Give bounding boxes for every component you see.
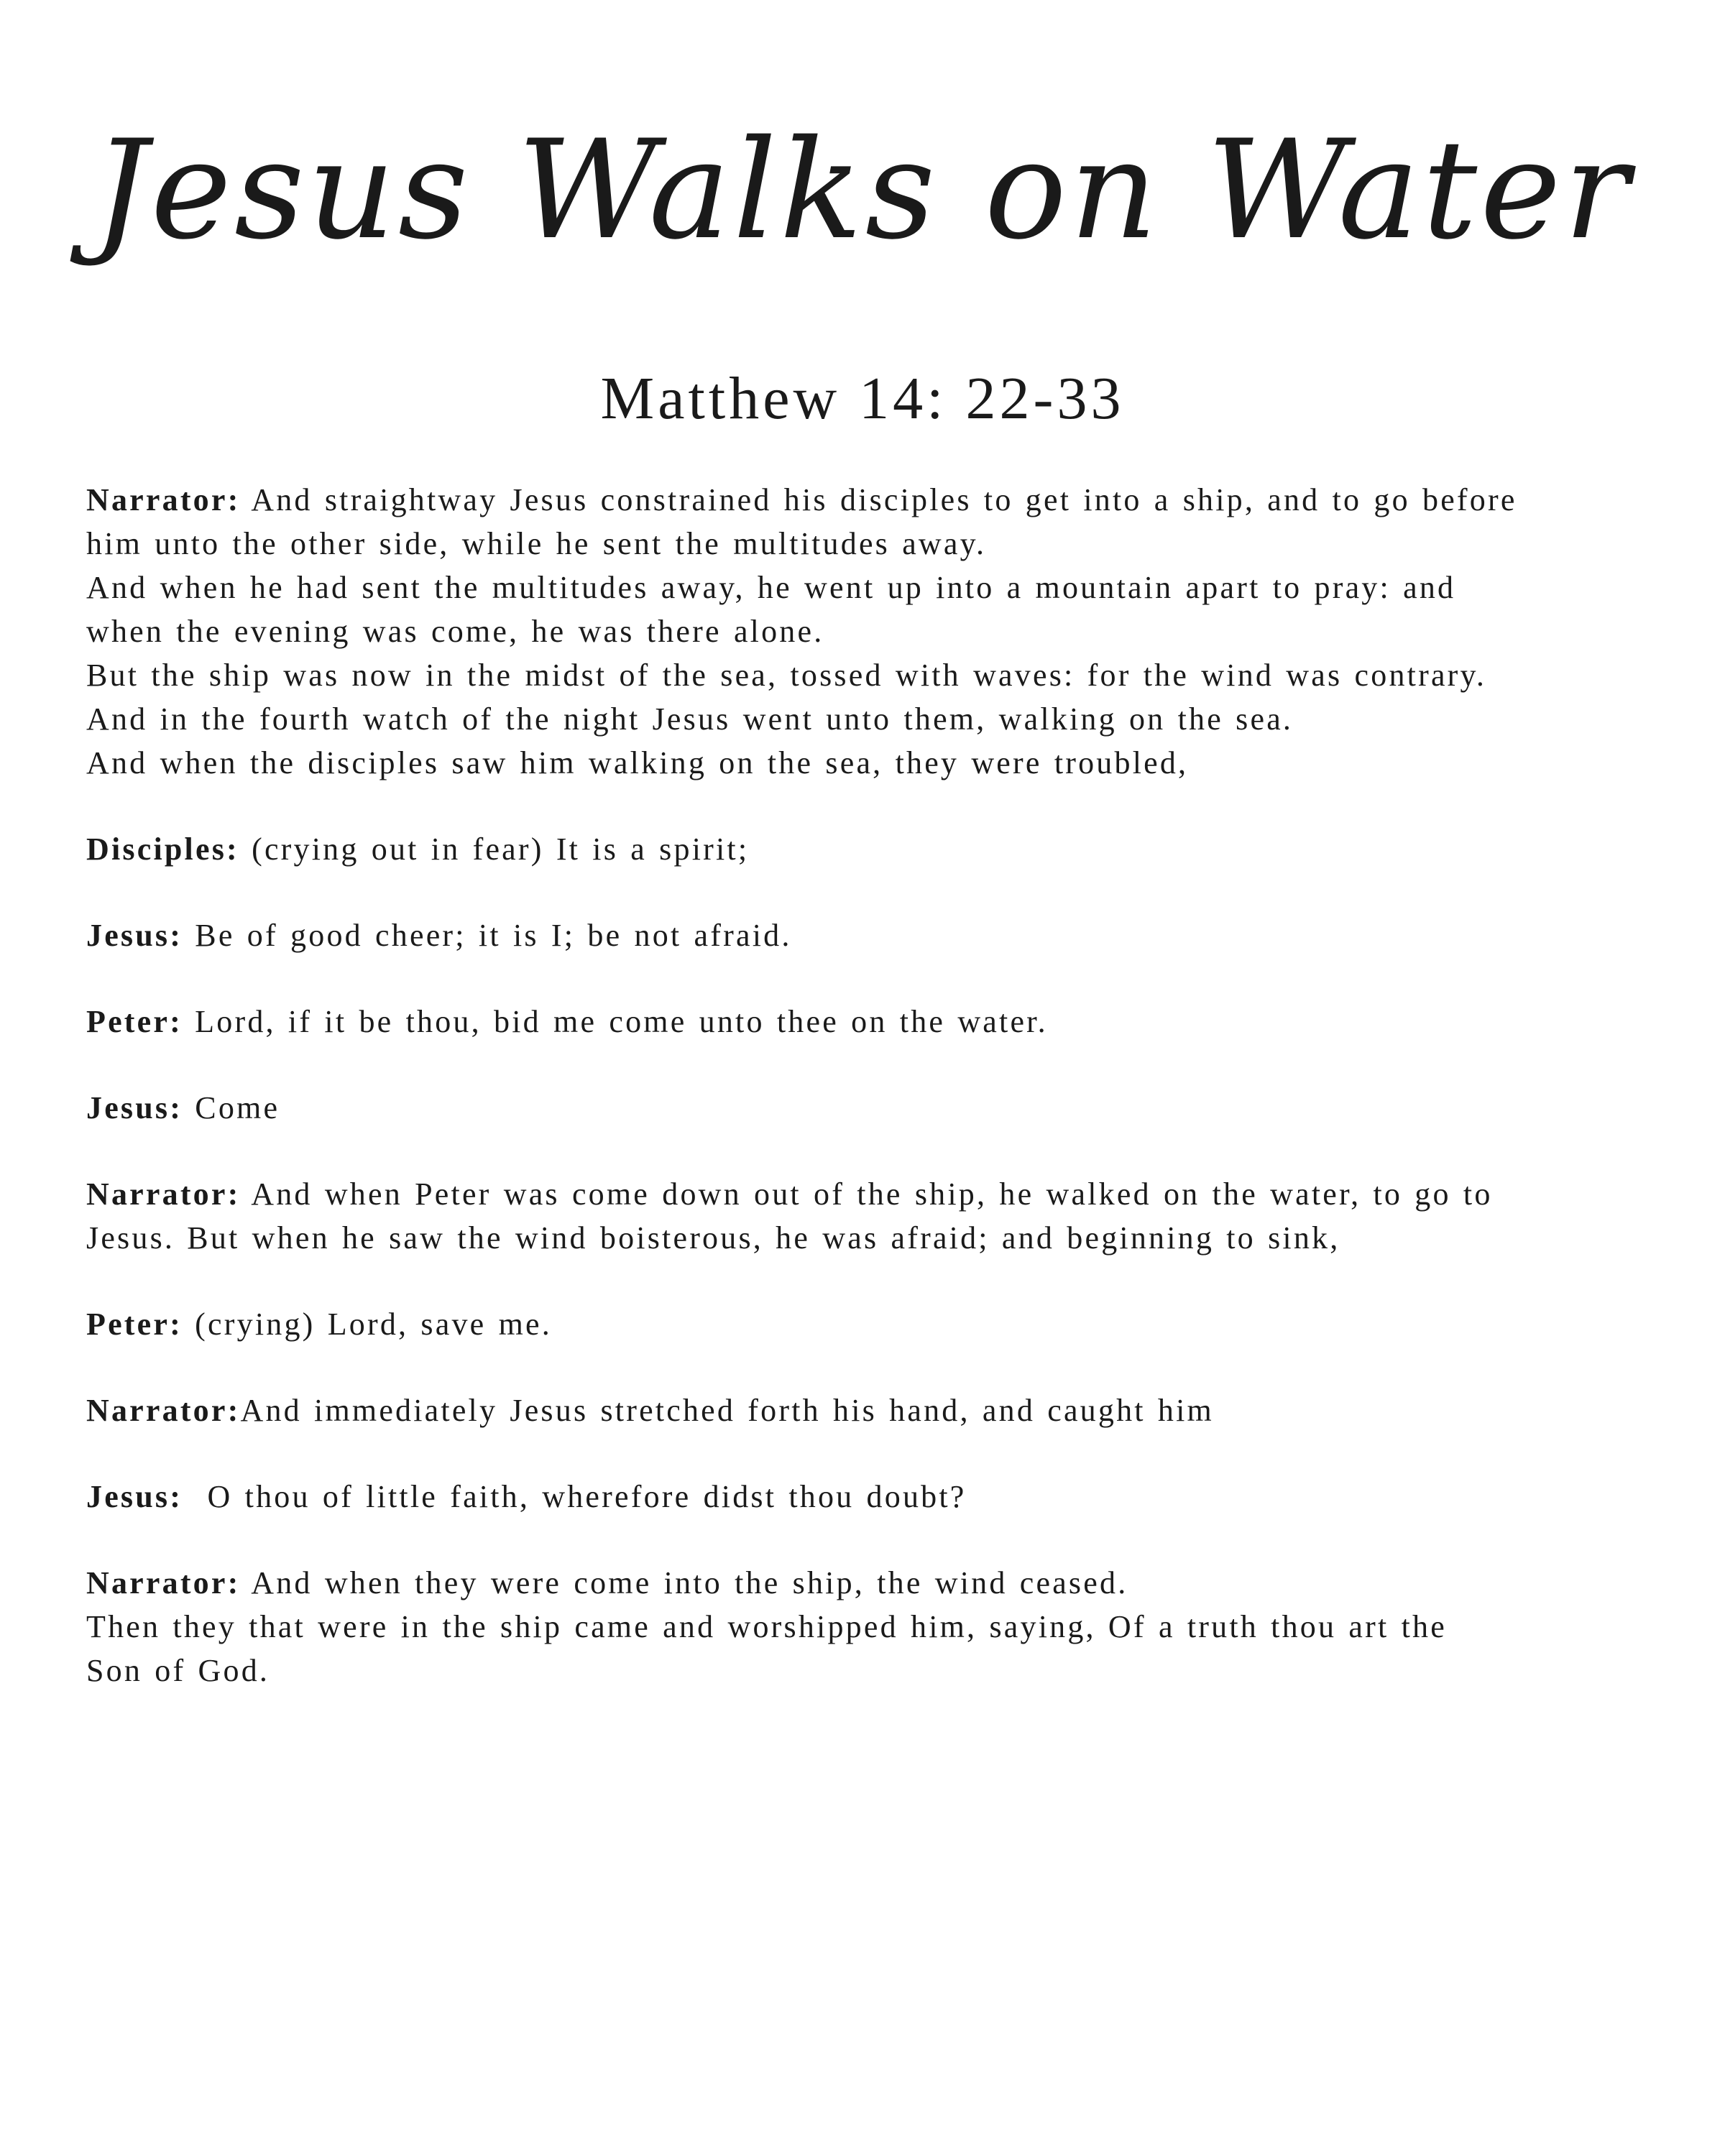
dialogue-text: Come	[183, 1090, 280, 1125]
dialogue-text: Lord, if it be thou, bid me come unto thee on the water.	[182, 1004, 1048, 1039]
speaker-label: Jesus:	[86, 918, 183, 953]
dialogue-text: Be of good cheer; it is I; be not afraid.	[183, 918, 792, 953]
script-line: Then they that were in the ship came and worshipped him, saying, Of a truth thou art the	[86, 1609, 1447, 1644]
script-block	[86, 1000, 1668, 1044]
speaker-label: Jesus:	[86, 1479, 183, 1514]
script-line	[86, 913, 1668, 957]
script-line: And when he had sent the multitudes away, he went up into a mountain apart to pray: and	[86, 570, 1456, 605]
script-block	[86, 1172, 1668, 1260]
script-line: him unto the other side, while he sent the multitudes away.	[86, 526, 987, 561]
script-block	[86, 1302, 1668, 1346]
script-block	[86, 827, 1668, 871]
script-line: And in the fourth watch of the night Jesus went unto them, walking on the sea.	[86, 701, 1294, 737]
dialogue-text: O thou of little faith, wherefore didst thou doubt?	[183, 1479, 967, 1514]
dialogue-text: (crying) Lord, save me.	[182, 1307, 552, 1342]
dialogue-text: (crying out in fear) It is a spirit;	[239, 831, 750, 867]
script-block	[86, 1086, 1668, 1130]
speaker-label: Peter:	[86, 1004, 183, 1039]
dialogue-text: And straightway Jesus constrained his disciples to get into a ship, and to go before	[240, 482, 1517, 517]
script-line	[86, 1172, 1668, 1216]
scripture-reference: Matthew 14: 22-33	[600, 365, 1125, 432]
script-block	[86, 1475, 1668, 1519]
script-line	[86, 478, 1668, 522]
speaker-label: Narrator:	[86, 1176, 241, 1212]
speaker-label: Narrator:	[86, 1565, 241, 1600]
script-line	[86, 1388, 1668, 1432]
script-line: Jesus. But when he saw the wind boisterous, he was afraid; and beginning to sink,	[86, 1220, 1340, 1256]
speaker-label: Peter:	[86, 1307, 183, 1342]
speaker-label: Narrator:	[86, 482, 241, 517]
speaker-label: Jesus:	[86, 1090, 183, 1125]
page-title: Jesus Walks on Water	[93, 111, 1632, 270]
script-block	[86, 478, 1668, 785]
script-line	[86, 827, 1668, 871]
script-line: And when the disciples saw him walking on the sea, they were troubled,	[86, 745, 1189, 780]
speaker-label: Narrator:	[86, 1393, 241, 1428]
script-line: Son of God.	[86, 1653, 270, 1688]
script-line	[86, 1000, 1668, 1044]
script-block	[86, 1561, 1668, 1692]
speaker-label: Disciples:	[86, 831, 239, 867]
script-block	[86, 913, 1668, 957]
script-line: when the evening was come, he was there alone.	[86, 614, 824, 649]
script-line	[86, 1086, 1668, 1130]
dialogue-text: And when Peter was come down out of the ship, he walked on the water, to go to	[240, 1176, 1493, 1212]
script-block	[86, 1388, 1668, 1432]
script-line	[86, 1475, 1668, 1519]
script-line	[86, 1302, 1668, 1346]
dialogue-text: And when they were come into the ship, the wind ceased.	[240, 1565, 1128, 1600]
script-line	[86, 1561, 1668, 1605]
script-line: But the ship was now in the midst of the sea, tossed with waves: for the wind was contrary.	[86, 658, 1487, 693]
script-body	[86, 478, 1668, 1735]
dialogue-text: And immediately Jesus stretched forth his hand, and caught him	[240, 1393, 1214, 1428]
